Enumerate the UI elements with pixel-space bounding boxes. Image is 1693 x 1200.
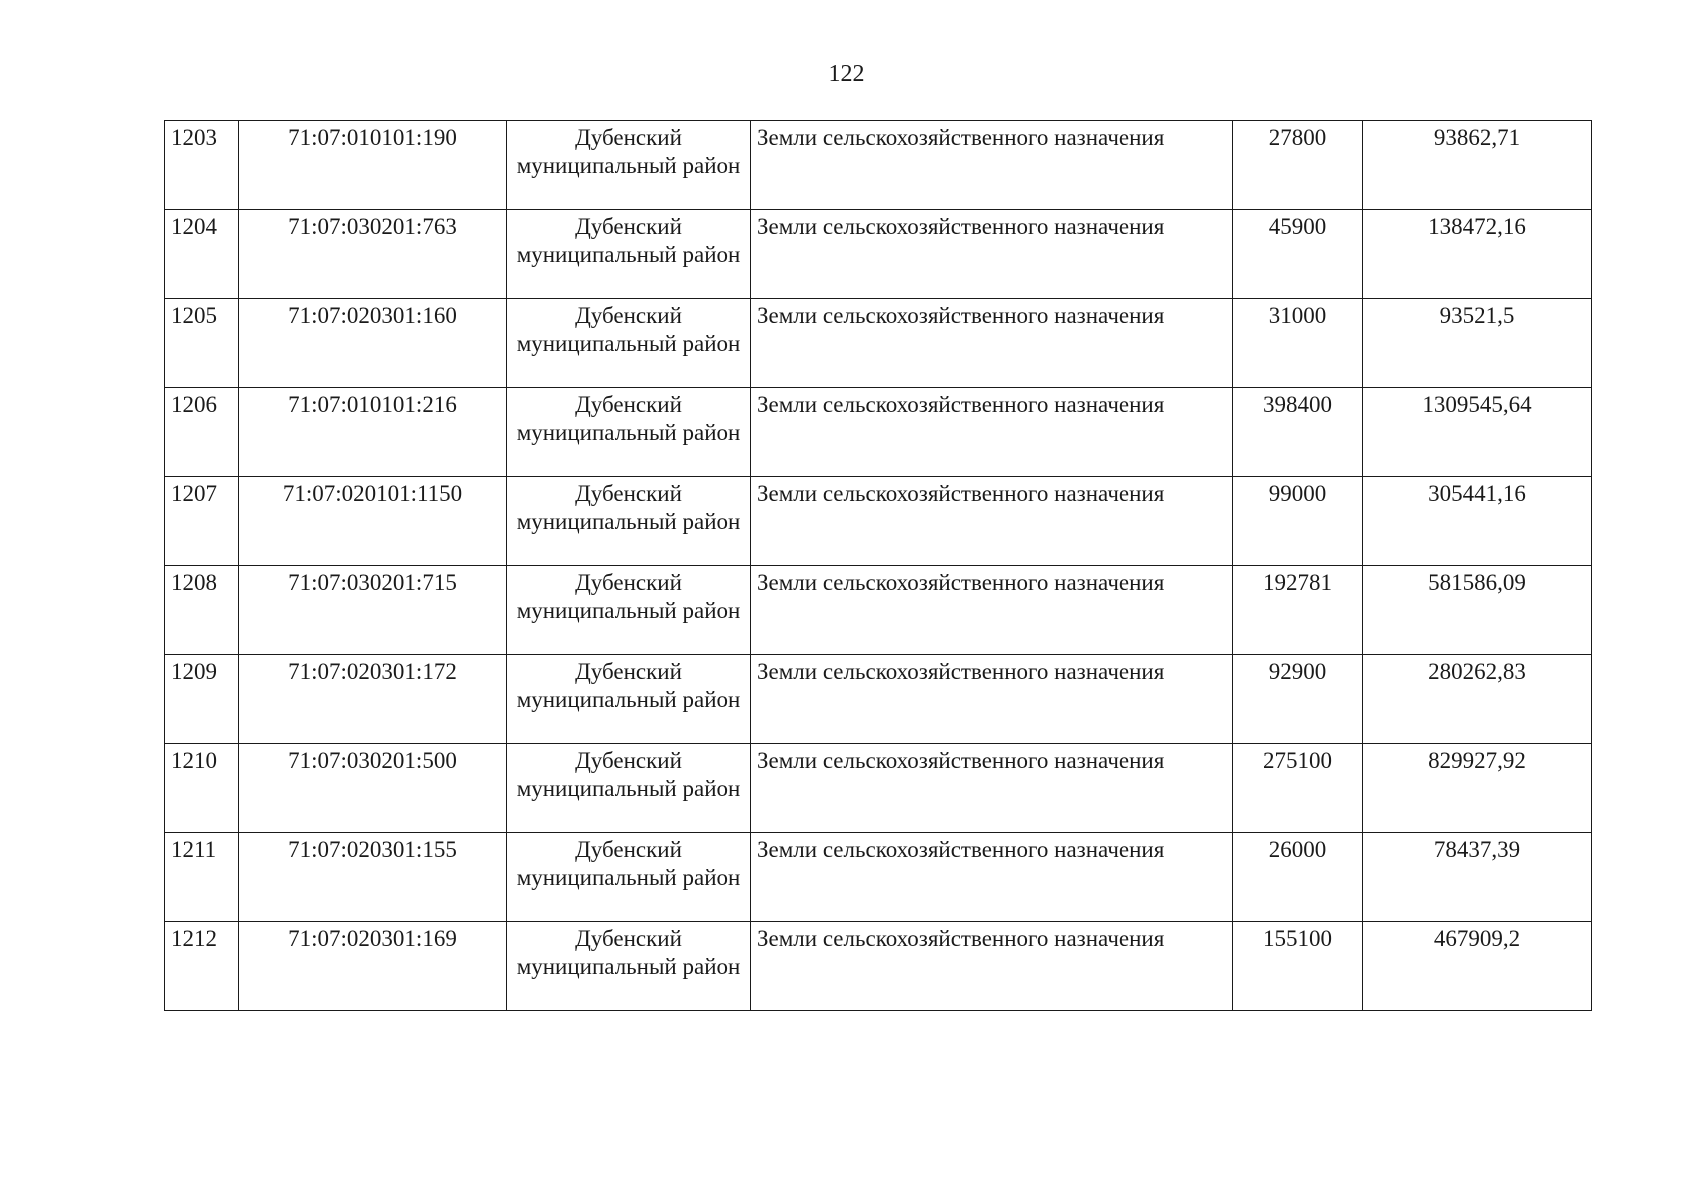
row-number: 1212: [165, 922, 239, 1011]
area-value: 99000: [1233, 477, 1363, 566]
land-category: Земли сельскохозяйственного назначения: [751, 210, 1233, 299]
row-number: 1203: [165, 121, 239, 210]
table-row: [165, 566, 1592, 655]
land-category: Земли сельскохозяйственного назначения: [751, 388, 1233, 477]
land-category: Земли сельскохозяйственного назначения: [751, 833, 1233, 922]
area-value: 27800: [1233, 121, 1363, 210]
district-name: Дубенский муниципальный район: [507, 833, 751, 922]
district-name: Дубенский муниципальный район: [507, 477, 751, 566]
area-value: 275100: [1233, 744, 1363, 833]
cadastral-value: 138472,16: [1363, 210, 1592, 299]
table-row: [165, 744, 1592, 833]
page-number: 122: [828, 61, 865, 87]
cadastral-number: 71:07:030201:500: [239, 744, 507, 833]
table-row: [165, 299, 1592, 388]
cadastral-value: 78437,39: [1363, 833, 1592, 922]
cadastral-number: 71:07:020301:172: [239, 655, 507, 744]
row-number: 1211: [165, 833, 239, 922]
land-category: Земли сельскохозяйственного назначения: [751, 121, 1233, 210]
cadastral-number: 71:07:020301:169: [239, 922, 507, 1011]
land-category: Земли сельскохозяйственного назначения: [751, 477, 1233, 566]
district-name: Дубенский муниципальный район: [507, 299, 751, 388]
table-row: [165, 121, 1592, 210]
district-name: Дубенский муниципальный район: [507, 388, 751, 477]
cadastral-value: 280262,83: [1363, 655, 1592, 744]
table-row: [165, 833, 1592, 922]
cadastral-number: 71:07:010101:216: [239, 388, 507, 477]
area-value: 155100: [1233, 922, 1363, 1011]
cadastral-number: 71:07:030201:715: [239, 566, 507, 655]
cadastral-value: 467909,2: [1363, 922, 1592, 1011]
row-number: 1205: [165, 299, 239, 388]
row-number: 1204: [165, 210, 239, 299]
row-number: 1210: [165, 744, 239, 833]
row-number: 1209: [165, 655, 239, 744]
area-value: 26000: [1233, 833, 1363, 922]
area-value: 192781: [1233, 566, 1363, 655]
area-value: 45900: [1233, 210, 1363, 299]
table-row: [165, 922, 1592, 1011]
cadastral-number: 71:07:010101:190: [239, 121, 507, 210]
row-number: 1208: [165, 566, 239, 655]
row-number: 1207: [165, 477, 239, 566]
land-category: Земли сельскохозяйственного назначения: [751, 922, 1233, 1011]
cadastral-value: 93862,71: [1363, 121, 1592, 210]
row-number: 1206: [165, 388, 239, 477]
cadastral-value: 829927,92: [1363, 744, 1592, 833]
land-category: Земли сельскохозяйственного назначения: [751, 566, 1233, 655]
district-name: Дубенский муниципальный район: [507, 744, 751, 833]
district-name: Дубенский муниципальный район: [507, 566, 751, 655]
cadastral-value: 93521,5: [1363, 299, 1592, 388]
area-value: 398400: [1233, 388, 1363, 477]
land-category: Земли сельскохозяйственного назначения: [751, 744, 1233, 833]
table-row: [165, 388, 1592, 477]
cadastral-value: 305441,16: [1363, 477, 1592, 566]
area-value: 31000: [1233, 299, 1363, 388]
area-value: 92900: [1233, 655, 1363, 744]
cadastral-value: 581586,09: [1363, 566, 1592, 655]
cadastral-number: 71:07:030201:763: [239, 210, 507, 299]
cadastral-number: 71:07:020301:160: [239, 299, 507, 388]
table-row: [165, 655, 1592, 744]
land-category: Земли сельскохозяйственного назначения: [751, 299, 1233, 388]
cadastral-value: 1309545,64: [1363, 388, 1592, 477]
land-category: Земли сельскохозяйственного назначения: [751, 655, 1233, 744]
land-registry-table: [164, 120, 1592, 1011]
district-name: Дубенский муниципальный район: [507, 210, 751, 299]
district-name: Дубенский муниципальный район: [507, 655, 751, 744]
table-row: [165, 210, 1592, 299]
district-name: Дубенский муниципальный район: [507, 121, 751, 210]
table-row: [165, 477, 1592, 566]
cadastral-number: 71:07:020301:155: [239, 833, 507, 922]
cadastral-number: 71:07:020101:1150: [239, 477, 507, 566]
district-name: Дубенский муниципальный район: [507, 922, 751, 1011]
